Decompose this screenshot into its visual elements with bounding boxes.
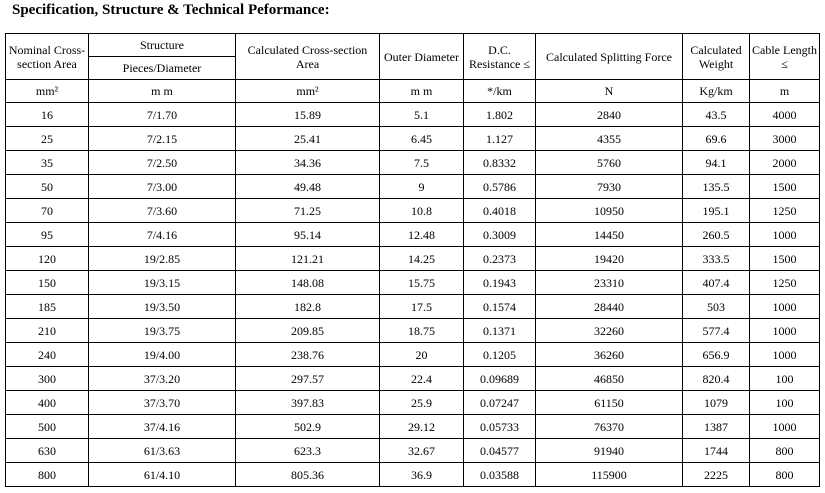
table-cell: 1250 (750, 199, 820, 223)
header-outer-diameter: Outer Diameter (380, 34, 464, 80)
table-row (6, 175, 820, 199)
table-row (6, 271, 820, 295)
table-cell: 19/3.75 (89, 319, 236, 343)
table-cell: 20 (380, 343, 464, 367)
table-cell: 37/4.16 (89, 415, 236, 439)
table-cell: 1079 (683, 391, 750, 415)
table-cell: 37/3.70 (89, 391, 236, 415)
unit-cell: N (536, 80, 683, 103)
table-cell: 94.1 (683, 151, 750, 175)
table-cell: 2840 (536, 103, 683, 127)
table-row (6, 463, 820, 487)
table-cell: 182.8 (236, 295, 380, 319)
table-cell: 1500 (750, 175, 820, 199)
table-cell: 29.12 (380, 415, 464, 439)
table-cell: 6.45 (380, 127, 464, 151)
table-row (6, 103, 820, 127)
table-row (6, 151, 820, 175)
table-cell: 61/4.10 (89, 463, 236, 487)
table-cell: 7/1.70 (89, 103, 236, 127)
table-cell: 185 (6, 295, 89, 319)
header-calc-area: Calculated Cross-section Area (236, 34, 380, 80)
table-cell: 820.4 (683, 367, 750, 391)
table-cell: 297.57 (236, 367, 380, 391)
table-cell: 9 (380, 175, 464, 199)
table-cell: 14.25 (380, 247, 464, 271)
table-cell: 135.5 (683, 175, 750, 199)
table-row (6, 127, 820, 151)
header-weight: Calculated Weight (683, 34, 750, 80)
table-cell: 260.5 (683, 223, 750, 247)
unit-cell: mm² (6, 80, 89, 103)
table-cell: 95.14 (236, 223, 380, 247)
table-cell: 1000 (750, 343, 820, 367)
table-cell: 18.75 (380, 319, 464, 343)
unit-cell: */km (464, 80, 536, 103)
table-cell: 120 (6, 247, 89, 271)
table-cell: 0.05733 (464, 415, 536, 439)
table-cell: 12.48 (380, 223, 464, 247)
unit-cell: mm² (236, 80, 380, 103)
table-cell: 71.25 (236, 199, 380, 223)
table-row (6, 415, 820, 439)
table-cell: 69.6 (683, 127, 750, 151)
table-cell: 150 (6, 271, 89, 295)
table-cell: 0.03588 (464, 463, 536, 487)
table-cell: 61150 (536, 391, 683, 415)
unit-cell: m (750, 80, 820, 103)
table-cell: 5.1 (380, 103, 464, 127)
table-cell: 0.04577 (464, 439, 536, 463)
table-row (6, 295, 820, 319)
table-cell: 100 (750, 367, 820, 391)
table-cell: 0.1574 (464, 295, 536, 319)
table-cell: 0.1205 (464, 343, 536, 367)
table-cell: 100 (750, 391, 820, 415)
table-cell: 19420 (536, 247, 683, 271)
table-cell: 10.8 (380, 199, 464, 223)
table-cell: 17.5 (380, 295, 464, 319)
table-cell: 16 (6, 103, 89, 127)
table-cell: 2225 (683, 463, 750, 487)
table-cell: 7/4.16 (89, 223, 236, 247)
table-cell: 43.5 (683, 103, 750, 127)
table-cell: 0.8332 (464, 151, 536, 175)
table-cell: 22.4 (380, 367, 464, 391)
header-splitting-force: Calculated Splitting Force (536, 34, 683, 80)
table-cell: 7930 (536, 175, 683, 199)
header-cable-length: Cable Length ≤ (750, 34, 820, 80)
table-cell: 95 (6, 223, 89, 247)
table-cell: 1000 (750, 295, 820, 319)
specification-table (5, 33, 820, 487)
unit-cell: m m (89, 80, 236, 103)
table-cell: 61/3.63 (89, 439, 236, 463)
table-cell: 800 (750, 439, 820, 463)
table-cell: 397.83 (236, 391, 380, 415)
table-cell: 240 (6, 343, 89, 367)
table-cell: 46850 (536, 367, 683, 391)
table-cell: 333.5 (683, 247, 750, 271)
table-row (6, 367, 820, 391)
table-row (6, 319, 820, 343)
table-cell: 630 (6, 439, 89, 463)
table-cell: 34.36 (236, 151, 380, 175)
table-cell: 19/4.00 (89, 343, 236, 367)
table-cell: 25 (6, 127, 89, 151)
table-cell: 1250 (750, 271, 820, 295)
table-cell: 4355 (536, 127, 683, 151)
table-cell: 1.802 (464, 103, 536, 127)
table-cell: 148.08 (236, 271, 380, 295)
table-cell: 49.48 (236, 175, 380, 199)
units-row (6, 80, 820, 103)
table-row (6, 199, 820, 223)
table-cell: 7/3.60 (89, 199, 236, 223)
table-cell: 35 (6, 151, 89, 175)
header-area: Nominal Cross-section Area (6, 34, 89, 80)
table-cell: 0.4018 (464, 199, 536, 223)
table-cell: 15.75 (380, 271, 464, 295)
table-cell: 19/3.50 (89, 295, 236, 319)
table-cell: 577.4 (683, 319, 750, 343)
table-cell: 7.5 (380, 151, 464, 175)
table-cell: 5760 (536, 151, 683, 175)
table-cell: 25.41 (236, 127, 380, 151)
table-cell: 1.127 (464, 127, 536, 151)
table-cell: 407.4 (683, 271, 750, 295)
table-cell: 1000 (750, 223, 820, 247)
header-pieces: Pieces/Diameter (89, 57, 236, 80)
table-row (6, 223, 820, 247)
table-cell: 37/3.20 (89, 367, 236, 391)
table-cell: 1000 (750, 319, 820, 343)
header-structure: Structure (89, 34, 236, 57)
table-cell: 121.21 (236, 247, 380, 271)
table-cell: 50 (6, 175, 89, 199)
table-cell: 15.89 (236, 103, 380, 127)
table-cell: 195.1 (683, 199, 750, 223)
table-cell: 1500 (750, 247, 820, 271)
table-cell: 115900 (536, 463, 683, 487)
table-cell: 656.9 (683, 343, 750, 367)
table-cell: 3000 (750, 127, 820, 151)
table-cell: 32260 (536, 319, 683, 343)
table-cell: 238.76 (236, 343, 380, 367)
table-cell: 7/3.00 (89, 175, 236, 199)
table-cell: 1744 (683, 439, 750, 463)
table-cell: 300 (6, 367, 89, 391)
table-cell: 623.3 (236, 439, 380, 463)
table-cell: 503 (683, 295, 750, 319)
table-cell: 1000 (750, 415, 820, 439)
table-cell: 28440 (536, 295, 683, 319)
table-row (6, 247, 820, 271)
table-cell: 500 (6, 415, 89, 439)
table-cell: 0.3009 (464, 223, 536, 247)
table-row (6, 391, 820, 415)
table-cell: 19/2.85 (89, 247, 236, 271)
table-cell: 800 (750, 463, 820, 487)
table-cell: 0.1943 (464, 271, 536, 295)
header-dc-resistance: D.C. Resistance ≤ (464, 34, 536, 80)
table-cell: 10950 (536, 199, 683, 223)
table-cell: 7/2.15 (89, 127, 236, 151)
table-cell: 1387 (683, 415, 750, 439)
table-cell: 36260 (536, 343, 683, 367)
table-cell: 23310 (536, 271, 683, 295)
table-cell: 76370 (536, 415, 683, 439)
table-cell: 0.5786 (464, 175, 536, 199)
unit-cell: Kg/km (683, 80, 750, 103)
table-row (6, 343, 820, 367)
table-cell: 800 (6, 463, 89, 487)
table-cell: 14450 (536, 223, 683, 247)
table-cell: 70 (6, 199, 89, 223)
table-cell: 4000 (750, 103, 820, 127)
table-cell: 7/2.50 (89, 151, 236, 175)
table-cell: 0.07247 (464, 391, 536, 415)
table-cell: 400 (6, 391, 89, 415)
table-row (6, 439, 820, 463)
table-cell: 32.67 (380, 439, 464, 463)
table-cell: 91940 (536, 439, 683, 463)
table-cell: 210 (6, 319, 89, 343)
unit-cell: m m (380, 80, 464, 103)
table-cell: 0.1371 (464, 319, 536, 343)
table-cell: 502.9 (236, 415, 380, 439)
table-cell: 805.36 (236, 463, 380, 487)
table-cell: 36.9 (380, 463, 464, 487)
table-cell: 0.2373 (464, 247, 536, 271)
table-cell: 2000 (750, 151, 820, 175)
table-cell: 19/3.15 (89, 271, 236, 295)
table-cell: 209.85 (236, 319, 380, 343)
table-cell: 25.9 (380, 391, 464, 415)
page-title: Specification, Structure & Technical Peformance: (12, 2, 330, 18)
table-cell: 0.09689 (464, 367, 536, 391)
